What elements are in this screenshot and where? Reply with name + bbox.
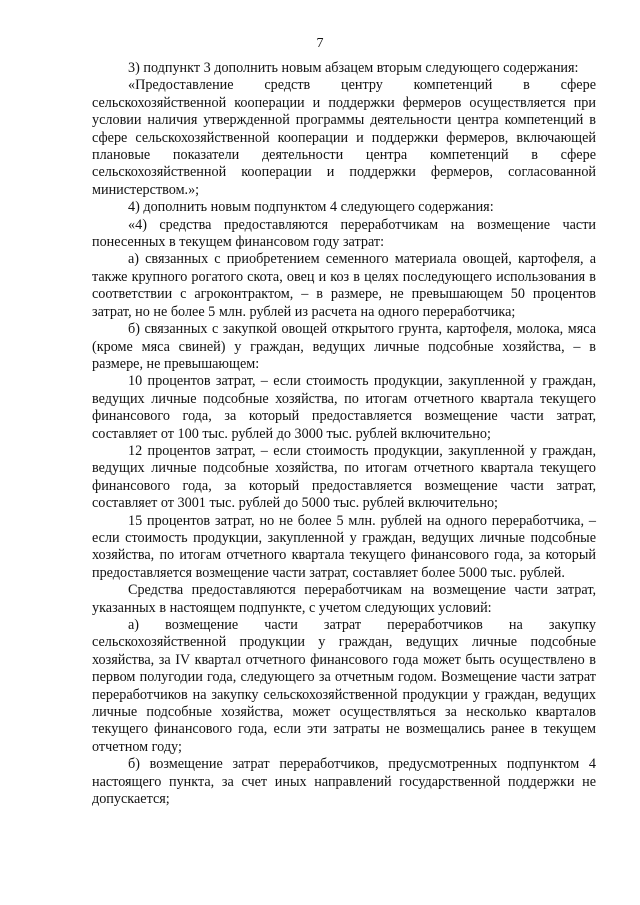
paragraph-conditions-intro: Средства предоставляются переработчикам на возмещение части затрат, указанных в настоящем подпункте, с учетом следующих условий: (92, 582, 596, 616)
paragraph-item-a-seed-material: а) связанных с приобретением семенного материала овощей, картофеля, а также крупного рогатого скота, овец и коз в целях последующего использования в соответствии с агроконтрактом, – в размере, не превышающем 50 процентов затрат, но не более 5 млн. рублей из расчета на одного переработчика; (92, 251, 596, 320)
page-number: 7 (316, 36, 324, 51)
paragraph-subitem-4-intro: «4) средства предоставляются переработчикам на возмещение части понесенных в текущем финансовом году затрат: (92, 216, 596, 251)
paragraph-rate-15-percent: 15 процентов затрат, но не более 5 млн. рублей на одного переработчика, – если стоимость продукции, закупленной у граждан, ведущих личные подсобные хозяйства, по итогам отчетного квартала текущего финансового года, за который предоставляется возмещение части затрат, составляет более 5000 тыс. рублей. (92, 512, 596, 581)
paragraph-condition-b: б) возмещение затрат переработчиков, предусмотренных подпунктом 4 настоящего пункта, за счет иных направлений государственной поддержки не допускается; (92, 756, 596, 808)
paragraph-amendment-3: 3) подпункт 3 дополнить новым абзацем вторым следующего содержания: (128, 60, 579, 76)
paragraph-item-b-purchase: б) связанных с закупкой овощей открытого грунта, картофеля, молока, мяса (кроме мяса свиней) у граждан, ведущих личные подсобные хозяйства, – в размере, не превышающем: (92, 321, 596, 372)
document-body (92, 60, 596, 808)
paragraph-condition-a: а) возмещение части затрат переработчиков на закупку сельскохозяйственной продукции у граждан, ведущих личные подсобные хозяйства, за IV квартал отчетного финансового года может быть осуществлено в первом полугодии года, следующего за отчетным годом. Возмещение части затрат переработчиков на закупку сельскохозяйственной продукции у граждан, ведущих личные подсобные хозяйства, может осуществляться за несколько кварталов текущего финансового года, если эти затраты не возмещались ранее в текущем отчетном году; (92, 617, 596, 755)
paragraph-rate-12-percent: 12 процентов затрат, – если стоимость продукции, закупленной у граждан, ведущих личные подсобные хозяйства, по итогам отчетного квартала текущего финансового года, за который предоставляется возмещение части затрат, составляет от 3001 тыс. рублей до 5000 тыс. рублей включительно; (92, 442, 596, 512)
paragraph-competence-center: «Предоставление средств центру компетенций в сфере сельскохозяйственной кооперации и поддержки фермеров осуществляется при условии наличия утвержденной программы деятельности центра компетенций в сфере сельскохозяйственной кооперации и поддержки фермеров, включающей плановые показатели деятельности центра компетенций в сфере сельскохозяйственной кооперации и поддержки фермеров, согласованной министерством.»; (92, 77, 596, 198)
paragraph-amendment-4: 4) дополнить новым подпунктом 4 следующего содержания: (128, 199, 494, 216)
paragraph-rate-10-percent: 10 процентов затрат, – если стоимость продукции, закупленной у граждан, ведущих личные подсобные хозяйства, по итогам отчетного квартала текущего финансового года, за который предоставляется возмещение части затрат, составляет от 100 тыс. рублей до 3000 тыс. рублей включительно; (92, 373, 596, 442)
